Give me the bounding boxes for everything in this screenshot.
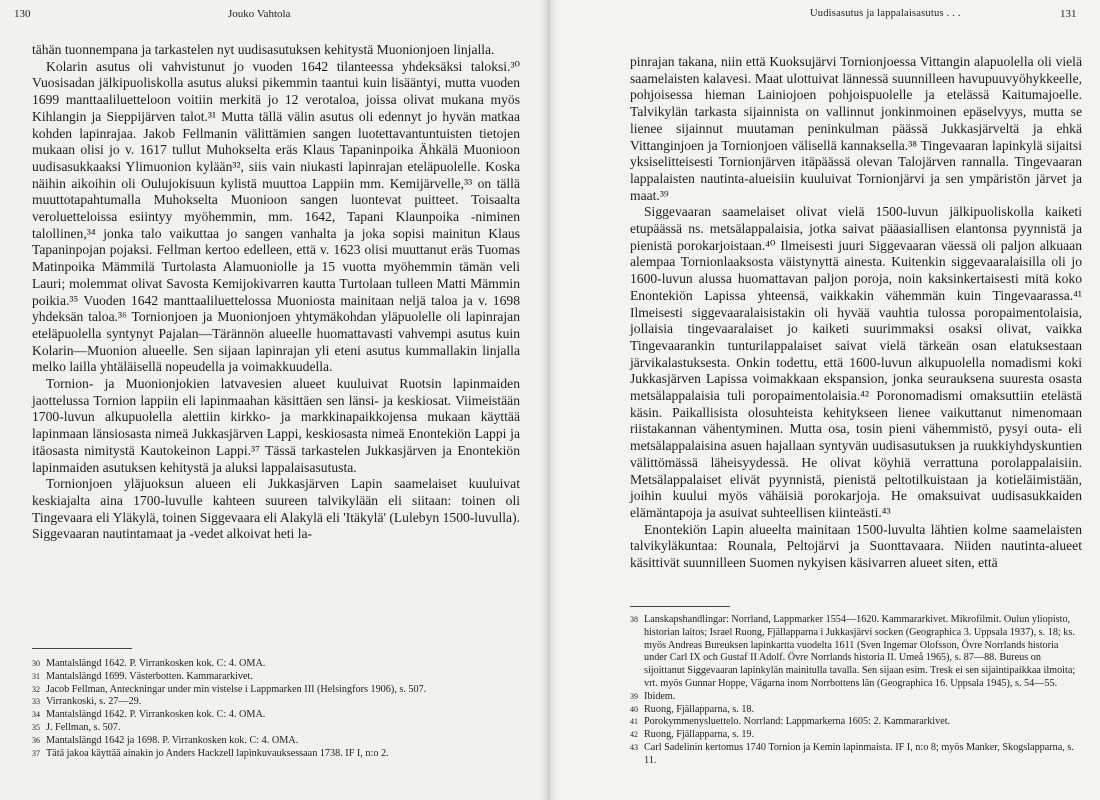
right-running-head: Uudisasutus ja lappalaisasutus . . . — [810, 8, 961, 19]
right-body-text — [630, 54, 1082, 572]
left-footnote-rule — [32, 648, 132, 649]
footnote-38: 38 Lanskapshandlingar: Norrland, Lappmarker 1554—1620. Kammararkivet. Mikrofilmit. Oulun yliopisto, historian laitos; Israel Ruong, Fjällapparna i Jukkasjärvi socken (Geographica 3. Uppsala 1937), s. 18; ks. myös Andreas Bureuksen lapinkartta vuodelta 1611 (Sven Ingemar Olofsson, Övre Norrlands historia under Carl IX och Gustaf II Adolf. Övre Norrlands historia II. Umeå 1965), s. 87—88. Bureus on sijoittanut Siggevaaran lapinkylän mainitulla tavalla. Sen sijaan esim. Tresk ei sen sijaintipaikkaa ilmoita; vrt. myös Gunnar Hoppe, Vägarna inom Norrbottens län (Geographica 16. Uppsala 1945), s. 54—55. — [630, 614, 1076, 689]
footnote-34: 34 Mantalslängd 1642. P. Virrankosken kok. C: 4. OMA. — [32, 709, 266, 721]
footnote-31: 31 Mantalslängd 1699. Västerbotten. Kammararkivet. — [32, 670, 253, 682]
left-footnotes — [32, 658, 520, 760]
left-paragraph-3: Tornion- ja Muonionjokien latvavesien alueet kuuluivat Ruotsin lapinmaiden jaottelussa Tornion lappiin eli lapinmaahan käsittäen sen länsi- ja keskiosat. Viimeistään 1700-luvun alkupuolella alettiin kirkko- ja markkinapaikkojensa mukaan käyttää lapinmaan länsiosasta nimeä Jukkasjärven Lappi, keskiosasta nimeä Enontekiön Lappi ja itäosasta nimitystä Kautokeinon Lappi.³⁷ Tässä tarkastelen Jukkasjärven ja Enontekiön lapinmaiden asutuksen kehitystä ja aluksi lappalaisasutusta. — [32, 376, 520, 475]
left-body-text — [32, 42, 520, 543]
footnote-42: 42 Ruong, Fjällapparna, s. 19. — [630, 729, 755, 741]
footnote-43: 43 Carl Sadelinin kertomus 1740 Tornion ja Kemin lapinmaista. IF I, n:o 8; myös Manker, Skogslapparna, s. 11. — [630, 741, 1074, 766]
right-footnote-rule — [630, 606, 730, 607]
left-page-number: 130 — [14, 8, 31, 20]
footnote-33: 33 Virrankoski, s. 27—29. — [32, 696, 142, 708]
right-page-number: 131 — [1060, 8, 1077, 20]
footnote-32: 32 Jacob Fellman, Anteckningar under min vistelse i Lappmarken III (Helsingfors 1906), s. 507. — [32, 683, 427, 695]
right-paragraph-3: Enontekiön Lapin alueelta mainitaan 1500-luvulta lähtien kolme saamelaisten talvikyläkuntaa: Rounala, Peltojärvi ja Suonttavaara. Niiden nautinta-alueet käsittivät suunnilleen Suomen nykyisen käsivarren alueet siten, että — [630, 521, 1082, 571]
left-paragraph-2: Kolarin asutus oli vahvistunut jo vuoden 1642 tilanteessa yhdeksäksi taloksi.³⁰ Vuosisadan jälkipuoliskolla asutus aluksi pikemmin taantui kuin lisääntyi, mutta vuoden 1699 manttaaliluetteloon voitiin merkitä jo 12 verotaloa, joissa olivat mukana myös Kihlangin ja Sieppijärven talot.³¹ Mutta tällä välin asutus oli edennyt jo hyvän matkaa kohden lapinrajaa. Jakob Fellmanin välittämien sangen luotettavantuntuisten tietojen mukaan olisi jo v. 1617 tullut Muhokselta eräs Klaus Tapaninpoika Ähkälä Muonioon uudisasukkaaksi Ylimuonion kylään³², siis vain niukasti lapinrajan eteläpuolelle. Koska näihin aikoihin oli Oulujokisuun kylistä muuttoa Lappiin mm. Kemijärvelle,³³ on tällä muuttotapahtumalla Muhokselta Muonioon sangen luontevat puitteet. Toisaalta veroluetteloissa esiintyy myöhemmin, mm. 1642, Tapani Klaunpoika -niminen talollinen,³⁴ jonka talo vaikuttaa jo sangen vanhalta ja joka sopisi mainitun Klaus Tapaninpojan pojaksi. Fellman kertoo edelleen, että v. 1623 olisi muuttanut eräs Tuomas Matinpoika Mämmilä Turtolasta Alamuoniolle ja 15 vuotta myöhemmin tämän veli Lauri; molemmat olivat Savosta Kemijokivarren kautta Turtolaan tulleen Matti Mämmin poikia.³⁵ Vuoden 1642 manttaaliluettelossa Muoniosta mainitaan neljä taloa ja v. 1698 yhdeksän taloa.³⁶ Tornionjoen ja Muonionjoen yhtymäkohdan yläpuolelle oli lapinrajan eteläpuolella syntynyt Pajalan—Tärännön alueelle huomattavasti vahvempi asutus kuin Kolarin—Muonion alueelle. Sen sijaan lapinrajan yli eteni asutus kummallakin linjalla melko lailla yhtäläisellä nopeudella ja voimakkuudella. — [32, 58, 520, 375]
footnote-37: 37 Tätä jakoa käyttää ainakin jo Anders Hackzell lapinkuvauksessaan 1738. IF I, n:o 2. — [32, 747, 389, 759]
footnote-30: 30 Mantalslängd 1642. P. Virrankosken kok. C: 4. OMA. — [32, 658, 266, 669]
footnote-41: 41 Porokymmenysluettelo. Norrland: Lappmarkerna 1605: 2. Kammararkivet. — [630, 716, 951, 728]
right-paragraph-1: pinrajan takana, niin että Kuoksujärvi Tornionjoessa Vittangin alapuolella oli vielä saamelaisten kalavesi. Maat ulottuivat lännessä suunnilleen havupuuvyöhykkeelle, pohjoisessa hieman Lainiojoen pohjoispuolelle ja etelässä Kaitumajoelle. Talvikylän tarkasta sijainnista on vallinnut jonkinmoinen epäselvyys, mutta se lienee sijainnut muutaman peninkulman päässä Jukkasjärveltä ja ehkä Vittanginjoen ja Tornionjoen välisellä kannaksella.³⁸ Tingevaaran lapinkylä sijaitsi yksiselitteisesti Tornionjärven itäpäässä olevan Talojärven rannalla. Tingevaaran lappalaisten nautinta-alueisiin kuuluivat Tornionjärvi ja sen ympäristön järvet ja maat.³⁹ — [630, 54, 1082, 203]
footnote-39: 39 Ibidem. — [630, 690, 676, 702]
left-paragraph-1: tähän tuonnempana ja tarkastelen nyt uudisasutuksen kehitystä Muonionjoen linjalla. — [32, 42, 495, 57]
footnote-36: 36 Mantalslängd 1642 ja 1698. P. Virrankosken kok. C: 4. OMA. — [32, 734, 299, 746]
left-paragraph-4: Tornionjoen yläjuoksun alueen eli Jukkasjärven Lapin saamelaiset kuuluivat keskiajalta aina 1700-luvulle kahteen suureen talvikylään eli siitaan: toinen oli Tingevaara eli Yläkylä, toinen Siggevaara eli Alakylä eli 'Itäkylä' (Lulebyn 1500-luvulla). Siggevaaran nautintamaat ja -vedet alkoivat heti la- — [32, 476, 520, 542]
right-paragraph-2: Siggevaaran saamelaiset olivat vielä 1500-luvun jälkipuoliskolla kaiketi etupäässä ns. metsälappalaisia, jotka saivat pääasiallisen elantonsa pyynnistä ja pienistä porokarjoistaan.⁴⁰ Ilmeisesti juuri Siggevaaran väessä oli paljon alkuaan alempaa Tornionlaaksosta väistynyttä ainesta. Kuitenkin siggevaaralaisilla oli jo 1600-luvun alussa huomattavan paljon poroja, noin kaksinkertaisesti mitä koko Enontekiön Lapissa yhteensä, vaikkakin vähemmän kuin Tingevaarassa.⁴¹ Ilmeisesti siggevaaralaisistakin oli hyvää vauhtia tulossa poropaimentolaisia, jollaisia tingevaaralaiset jo kaiketi suurimmaksi osaksi olivat, vaikka Tingevaarankin tunturilappalaiset saivat vielä tärkeän osan elatuksestaan järvikalastuksesta. Onkin todettu, että 1600-luvun alkupuolella nomadismi koki Jukkasjärven Lapissa voimakkaan ekspansion, jonka seurauksena suuresta osasta metsälappalaisia tuli poropaimentolaisia.⁴² Poronomadismi omaksuttiin etelästä käsin. Paikallisista olosuhteista kehitykseen lienee vaikuttanut nimenomaan riistakannan vähentyminen. Mutta osa, tosin pieni vähemmistö, pysyi outa- eli metsälappalaisina asuen hajallaan syntyvän uudisasutuksen ja ruukkiyhdyskuntien välittömässä läheisyydessä. He olivat köyhiä verrattuna porolappalaisiin. Metsälappalaiset elivät pyynnistä, pienistä peltotilkuistaan ja kotieläimistään, joihin kuului myös vähäisiä porokarjoja. He omaksuivat uudisasukkaiden elämäntapoja ja asuivat suhteellisen kiinteästi.⁴³ — [630, 204, 1082, 520]
footnote-35: 35 J. Fellman, s. 507. — [32, 721, 121, 733]
left-page — [0, 0, 548, 800]
left-running-head: Jouko Vahtola — [228, 8, 291, 20]
footnote-40: 40 Ruong, Fjällapparna, s. 18. — [630, 703, 755, 715]
right-footnotes — [630, 614, 1082, 768]
right-page — [548, 0, 1100, 800]
